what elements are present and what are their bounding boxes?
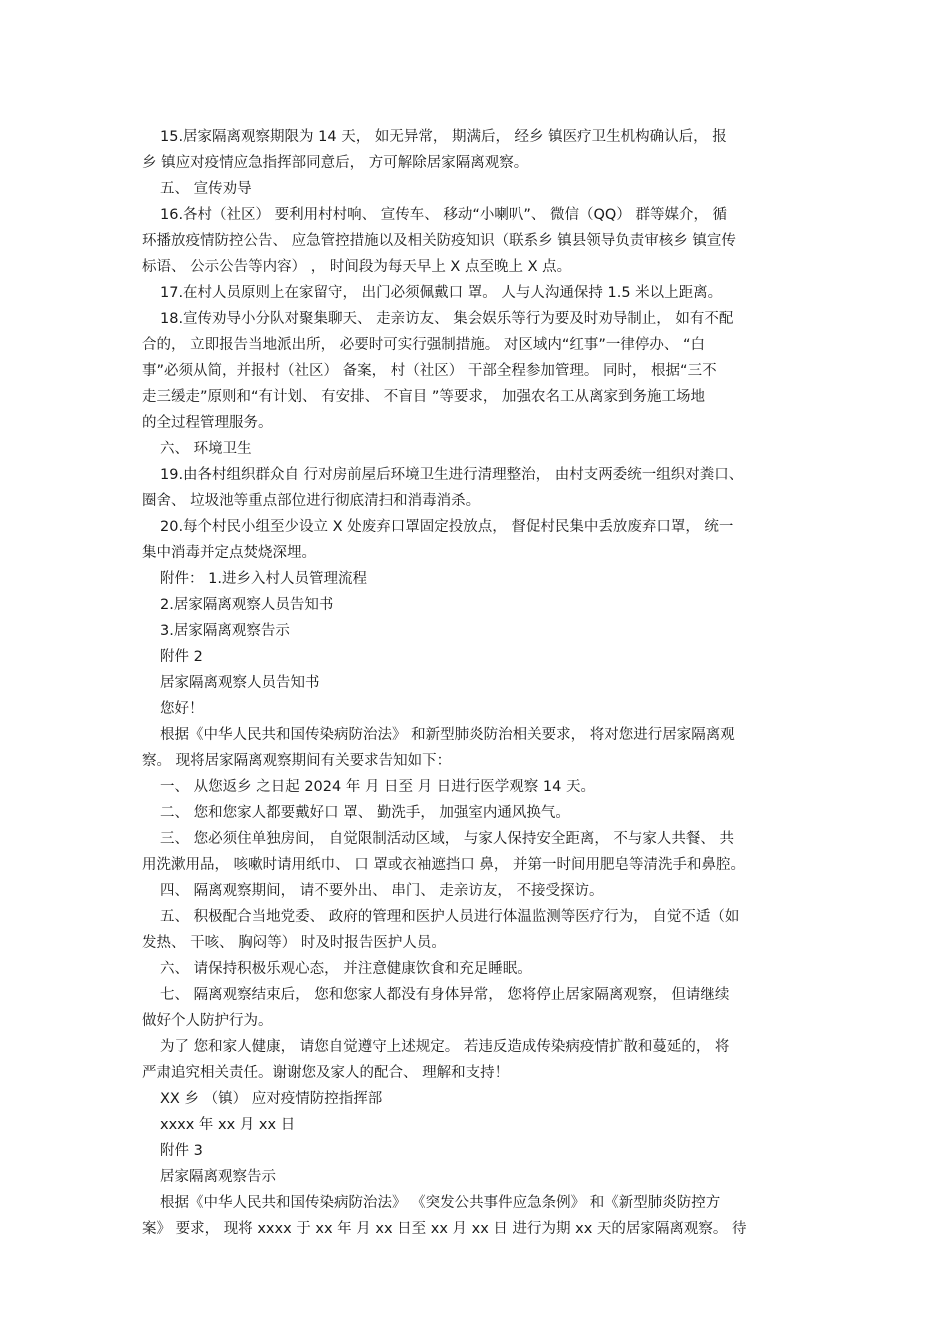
text-line: 环播放疫情防控公告、 应急管控措施以及相关防疫知识（联系乡 镇县领导负责审核乡 镇宣传 (142, 233, 736, 249)
text-line: 集中消毒并定点焚烧深埋。 (142, 545, 316, 561)
text-line: 走三缓走”原则和“有计划、 有安排、 不盲目 ”等要求， 加强农名工从离家到务施工场地 (142, 389, 705, 405)
text-line: 六、 环境卫生 (160, 441, 252, 457)
text-line: 附件： 1.进乡入村人员管理流程 (160, 571, 367, 587)
text-line: 您好！ (160, 701, 204, 717)
text-line: 严肃追究相关责任。谢谢您及家人的配合、 理解和支持！ (142, 1065, 510, 1081)
text-line: xxxx 年 xx 月 xx 日 (160, 1117, 296, 1133)
text-line: 一、 从您返乡 之日起 2024 年 月 日至 月 日进行医学观察 14 天。 (160, 779, 595, 795)
text-line: 乡 镇应对疫情应急指挥部同意后， 方可解除居家隔离观察。 (142, 155, 529, 171)
text-line: 19.由各村组织群众自 行对房前屋后环境卫生进行清理整治， 由村支两委统一组织对粪口、 (160, 467, 744, 483)
text-line: 居家隔离观察人员告知书 (160, 675, 320, 691)
text-line: 七、 隔离观察结束后， 您和您家人都没有身体异常， 您将停止居家隔离观察， 但请继续 (160, 987, 730, 1003)
document-body (142, 124, 810, 1242)
text-line: 五、 积极配合当地党委、 政府的管理和医护人员进行体温监测等医疗行为， 自觉不适（如 (160, 909, 740, 925)
text-line: 用洗漱用品， 咳嗽时请用纸巾、 口 罩或衣袖遮挡口 鼻， 并第一时间用肥皂等清洗手和鼻腔。 (142, 857, 746, 873)
text-line: 案》 要求， 现将 xxxx 于 xx 年 月 xx 日至 xx 月 xx 日 进行为期 xx 天的居家隔离观察。 待 (142, 1221, 747, 1237)
text-line: 附件 2 (160, 649, 203, 665)
text-line: 15.居家隔离观察期限为 14 天， 如无异常， 期满后， 经乡 镇医疗卫生机构确认后， 报 (160, 129, 727, 145)
text-line: 察。 现将居家隔离观察期间有关要求告知如下： (142, 753, 452, 769)
text-line: 五、 宣传劝导 (160, 181, 252, 197)
text-line: 的全过程管理服务。 (142, 415, 273, 431)
text-line: 根据《中华人民共和国传染病防治法》 和新型肺炎防治相关要求， 将对您进行居家隔离观 (160, 727, 735, 743)
text-line: 发热、 干咳、 胸闷等） 时及时报告医护人员。 (142, 935, 446, 951)
text-line: 16.各村（社区） 要利用村村响、 宣传车、 移动“小喇叭”、 微信（QQ） 群等媒介， 循 (160, 207, 728, 223)
text-line: 18.宣传劝导小分队对聚集聊天、 走亲访友、 集会娱乐等行为要及时劝导制止， 如有不配 (160, 311, 734, 327)
text-line: 为了 您和家人健康， 请您自觉遵守上述规定。 若违反造成传染病疫情扩散和蔓延的， 将 (160, 1039, 730, 1055)
text-line: 标语、 公示公告等内容） ， 时间段为每天早上 X 点至晚上 X 点。 (142, 259, 572, 275)
text-line: XX 乡 （镇） 应对疫情防控指挥部 (160, 1091, 383, 1107)
text-line: 根据《中华人民共和国传染病防治法》 《突发公共事件应急条例》 和《新型肺炎防控方 (160, 1195, 721, 1211)
text-line: 2.居家隔离观察人员告知书 (160, 597, 334, 613)
text-line: 17.在村人员原则上在家留守， 出门必须佩戴口 罩。 人与人沟通保持 1.5 米以上距离。 (160, 285, 723, 301)
text-line: 三、 您必须住单独房间， 自觉限制活动区域， 与家人保持安全距离， 不与家人共餐、 共 (160, 831, 735, 847)
text-line: 圈舍、 垃圾池等重点部位进行彻底清扫和消毒消杀。 (142, 493, 481, 509)
text-line: 事”必须从简，并报村（社区） 备案， 村（社区） 干部全程参加管理。 同时， 根据“三不 (142, 363, 717, 379)
text-line: 3.居家隔离观察告示 (160, 623, 290, 639)
text-line: 四、 隔离观察期间， 请不要外出、 串门、 走亲访友， 不接受探访。 (160, 883, 604, 899)
text-line: 20.每个村民小组至少设立 X 处废弃口罩固定投放点， 督促村民集中丢放废弃口罩， 统一 (160, 519, 734, 535)
text-line: 居家隔离观察告示 (160, 1169, 276, 1185)
text-line: 六、 请保持积极乐观心态， 并注意健康饮食和充足睡眠。 (160, 961, 532, 977)
text-line: 二、 您和您家人都要戴好口 罩、 勤洗手， 加强室内通风换气。 (160, 805, 570, 821)
text-line: 做好个人防护行为。 (142, 1013, 273, 1029)
text-line: 附件 3 (160, 1143, 203, 1159)
text-line: 合的， 立即报告当地派出所， 必要时可实行强制措施。 对区域内“红事”一律停办、 “白 (142, 337, 705, 353)
